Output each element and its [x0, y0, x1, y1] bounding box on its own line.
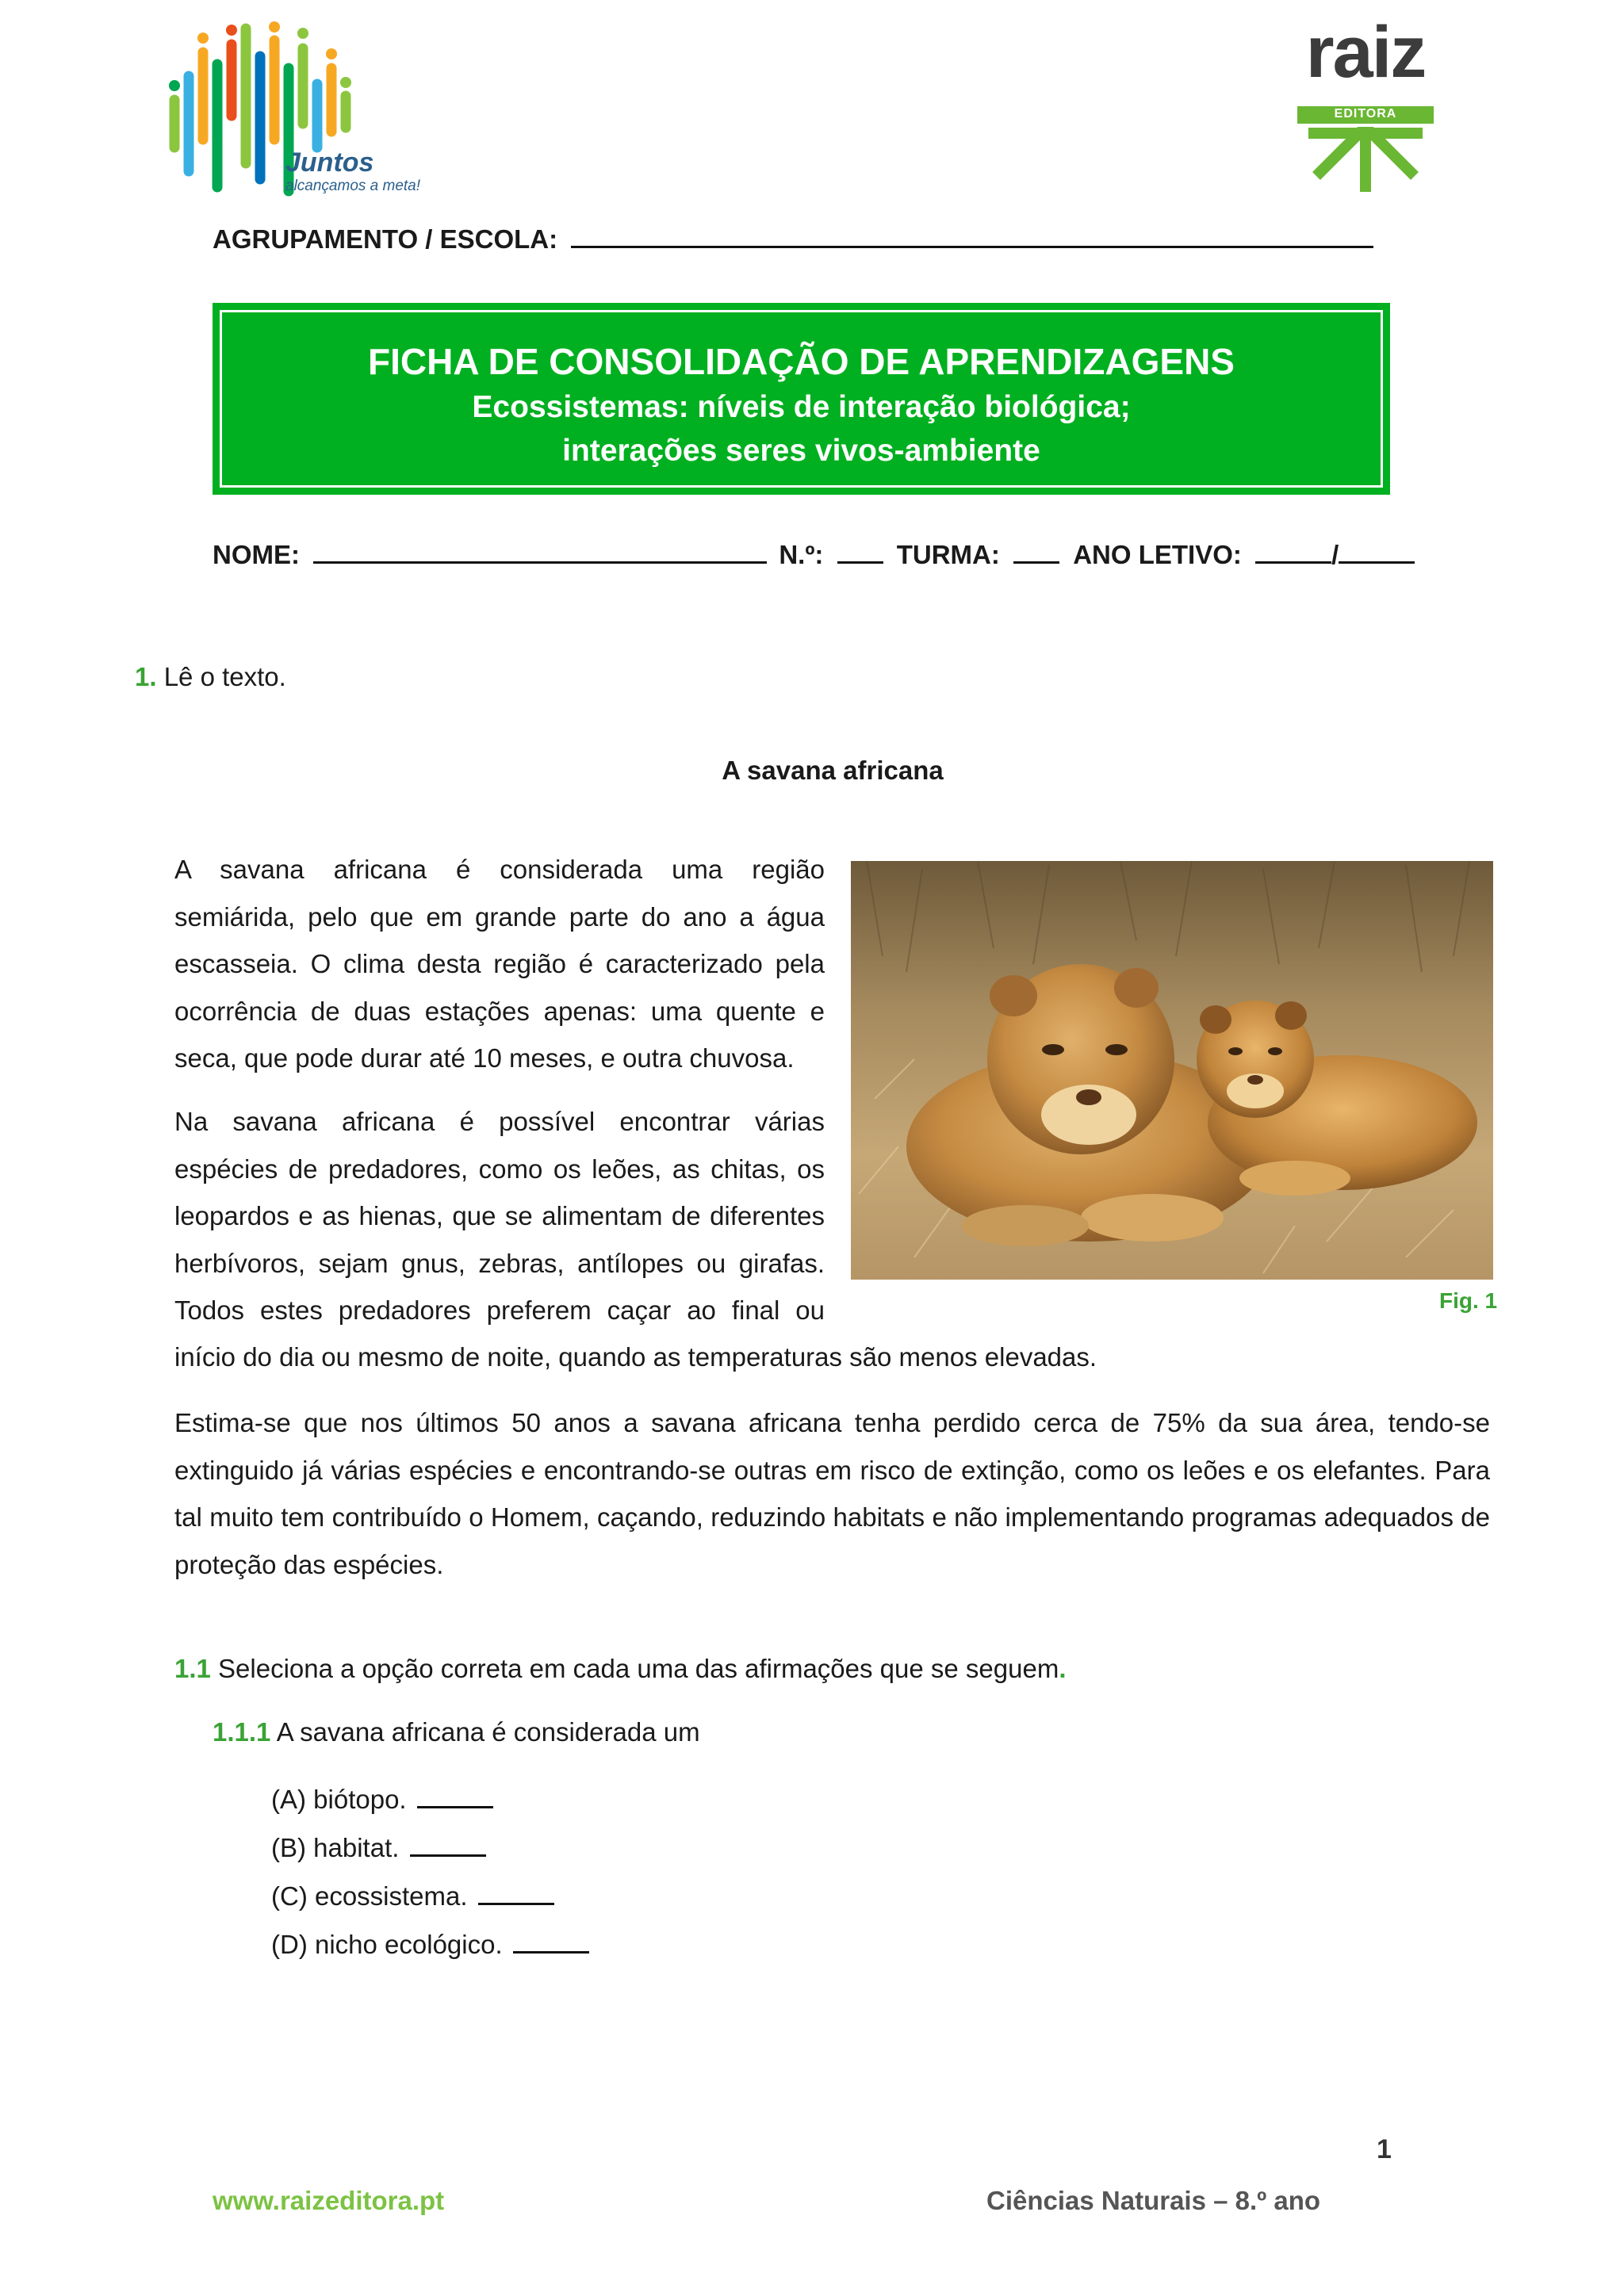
article-line: seca, que pode durar até 10 meses, e outra chuvosa.	[174, 1043, 795, 1073]
school-year-label: ANO LETIVO:	[1073, 540, 1242, 569]
option-b-answer-line[interactable]	[410, 1831, 486, 1857]
option-c-label: (C) ecossistema.	[271, 1881, 468, 1911]
class-input-line[interactable]	[1013, 538, 1059, 564]
option-d-answer-line[interactable]	[513, 1927, 589, 1954]
option-a-answer-line[interactable]	[417, 1782, 493, 1808]
article-line: Todos estes predadores preferem caçar ao final ou	[174, 1295, 825, 1325]
option-b-label: (B) habitat.	[271, 1833, 400, 1862]
school-year-start-line[interactable]	[1255, 538, 1331, 564]
article-line: semiárida, pelo que em grande parte do ano a água	[174, 901, 825, 932]
number-label: N.º:	[779, 540, 824, 569]
option-b[interactable]	[271, 1831, 589, 1879]
option-d-label: (D) nicho ecológico.	[271, 1930, 503, 1959]
number-input-line[interactable]	[837, 538, 883, 564]
article-paragraph-2-last-line: início do dia ou mesmo de noite, quando as temperaturas são menos elevadas.	[174, 1342, 1097, 1372]
question-1	[135, 662, 286, 692]
raiz-logo-subtext: EDITORA	[1334, 107, 1397, 121]
question-1-1-end-mark: .	[1059, 1654, 1067, 1683]
article-line: Na savana africana é possível encontrar várias	[174, 1107, 825, 1136]
student-fields	[213, 538, 1415, 570]
question-1-number: 1.	[135, 662, 157, 691]
website-link[interactable]: www.raizeditora.pt	[213, 2186, 445, 2215]
question-1-1-1-text: A savana africana é considerada um	[276, 1717, 700, 1747]
juntos-logo-text: Juntos	[285, 147, 374, 178]
lions-photo	[851, 861, 1493, 1280]
article-line: ocorrência de duas estações apenas: uma quente e	[174, 996, 825, 1026]
option-a[interactable]	[271, 1782, 589, 1831]
article-title: A savana africana	[722, 756, 944, 785]
question-1-1-text: Seleciona a opção correta em cada uma das afirmações que se seguem	[218, 1654, 1059, 1683]
option-c[interactable]	[271, 1879, 589, 1927]
name-input-line[interactable]	[313, 538, 767, 564]
school-year-end-line[interactable]	[1339, 538, 1415, 564]
article-paragraph-2	[174, 1098, 825, 1334]
lioness-and-cub-image	[851, 861, 1493, 1280]
answer-options	[271, 1782, 589, 1976]
juntos-logo-subtext: alcançamos a meta!	[285, 178, 421, 194]
class-label: TURMA:	[896, 540, 1000, 569]
juntos-logo	[167, 21, 444, 197]
school-year-separator: /	[1331, 540, 1339, 569]
question-1-instruction: Lê o texto.	[163, 662, 286, 691]
article-line: herbívoros, sejam gnus, zebras, antílopes ou girafas.	[174, 1248, 825, 1278]
option-a-label: (A) biótopo.	[271, 1785, 407, 1814]
question-1-1	[174, 1654, 1067, 1684]
name-label: NOME:	[213, 540, 300, 569]
school-field	[213, 222, 1373, 254]
option-c-answer-line[interactable]	[478, 1879, 554, 1905]
question-1-1-1-number: 1.1.1	[213, 1717, 271, 1747]
article-line: espécies de predadores, como os leões, as chitas, os	[174, 1154, 825, 1184]
option-d[interactable]	[271, 1927, 589, 1976]
article-line: escasseia. O clima desta região é caracterizado pela	[174, 949, 825, 978]
raiz-logo-text: raiz	[1305, 12, 1426, 93]
raiz-arrow-icon	[1308, 127, 1423, 192]
article-line: leopardos e as hienas, que se alimentam de diferentes	[174, 1201, 825, 1230]
page-number: 1	[1377, 2134, 1392, 2164]
article-paragraph-3: Estima-se que nos últimos 50 anos a savana africana tenha perdido cerca de 75% da sua área, tendo-se extinguido já várias espécies e encontrando-se outras em risco de extinção, como os leões e os elefantes. Para tal muito tem contribuído o Homem, caçando, reduzindo habitats e não implementando programas adequados de proteção das espécies.	[174, 1408, 1490, 1579]
question-1-1-1	[213, 1717, 700, 1747]
article-paragraph-1	[174, 846, 825, 1082]
worksheet-subtitle-2: interações seres vivos-ambiente	[562, 434, 1040, 468]
worksheet-title: FICHA DE CONSOLIDAÇÃO DE APRENDIZAGENS	[368, 341, 1235, 382]
raiz-editora-logo	[1294, 12, 1437, 192]
article-line: A savana africana é considerada uma região	[174, 855, 825, 884]
worksheet-subtitle-1: Ecossistemas: níveis de interação biológica;	[472, 390, 1131, 424]
school-label: AGRUPAMENTO / ESCOLA:	[213, 224, 558, 254]
figure-caption: Fig. 1	[1439, 1288, 1498, 1313]
question-1-1-number: 1.1	[174, 1654, 211, 1683]
subject-label: Ciências Naturais – 8.º ano	[986, 2186, 1321, 2215]
school-input-line[interactable]	[571, 222, 1373, 248]
title-box	[213, 303, 1390, 495]
